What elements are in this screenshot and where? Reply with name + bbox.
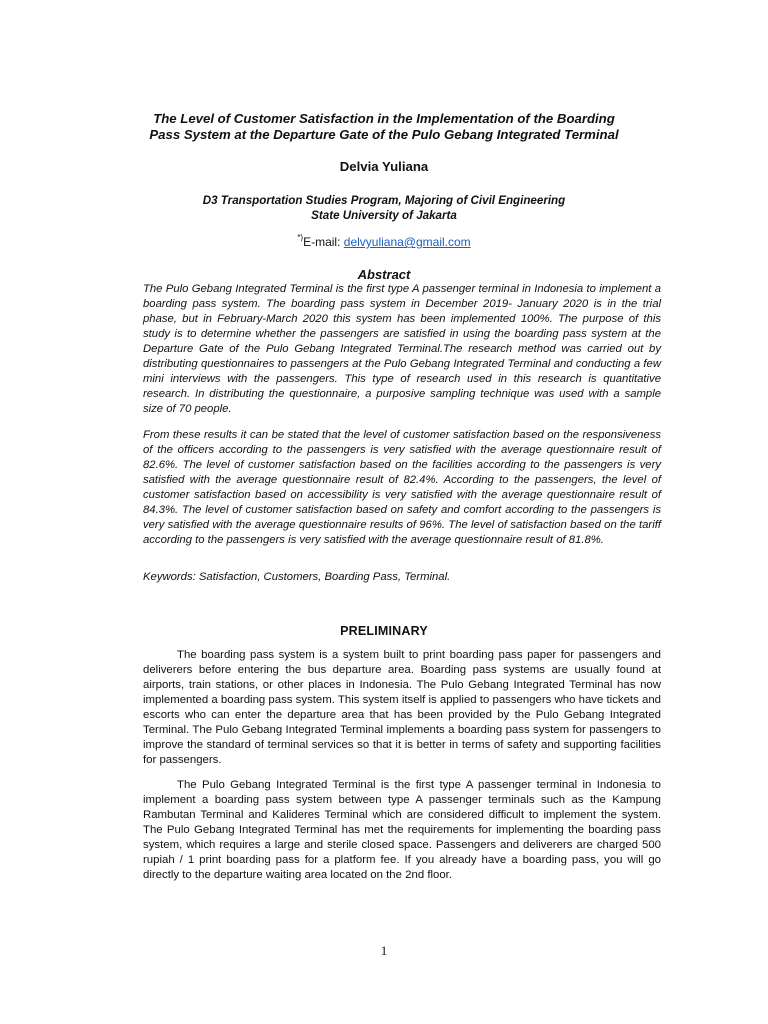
abstract-heading: Abstract	[357, 267, 411, 282]
author-name: Delvia Yuliana	[339, 159, 429, 174]
section-heading-preliminary: PRELIMINARY	[340, 624, 428, 638]
paper-title	[100, 111, 668, 143]
author-affiliation	[100, 193, 668, 223]
abstract-paragraph-2: From these results it can be stated that the level of customer satisfaction based on the responsiveness of the officers according to the passengers is very satisfied with the average questionnaire result of 82.6%. The level of customer satisfaction based on the facilities according to the passengers is very satisfied with the average questionnaire result of 82.4%. According to the passengers, the level of customer satisfaction based on accessibility is very satisfied with the average questionnaire result of 84.3%. The level of customer satisfaction based on safety and comfort according to the passengers is very satisfied with the average questionnaire results of 96%. The level of satisfaction based on the tariff according to the passengers is very satisfied with the average questionnaire result of 81.8%.	[143, 429, 661, 546]
body-paragraph-2: The Pulo Gebang Integrated Terminal is the first type A passenger terminal in Indonesia to implement a boarding pass system between type A passenger terminals such as the Kampung Rambutan Terminal and Kalideres Terminal which are considered difficult to implement the system. The Pulo Gebang Integrated Terminal has met the requirements for implementing the boarding pass system, which requires a large and sterile closed space. Passengers and deliverers are charged 500 rupiah / 1 print boarding pass for a platform fee. If you already have a boarding pass, you will go directly to the departure waiting area located on the 2nd floor.	[143, 779, 661, 881]
email-link[interactable]: delvyuliana@gmail.com	[343, 235, 471, 249]
page-number: 1	[380, 943, 388, 958]
affiliation-line-2: State University of Jakarta	[311, 209, 457, 222]
body-paragraph-1: The boarding pass system is a system built to print boarding pass paper for passengers and deliverers before entering the bus departure area. Boarding pass systems are usually found at airports, train stations, or other places in Indonesia. The Pulo Gebang Integrated Terminal has now implemented a boarding pass system. This system itself is applied to passengers who have tickets and escorts who can enter the departure area that has been provided by the Pulo Gebang Integrated Terminal. The Pulo Gebang Integrated Terminal implements a boarding pass system for passengers to improve the standard of terminal services so that it is better in terms of safety and supporting facilities for passengers.	[143, 649, 661, 766]
keywords: Keywords: Satisfaction, Customers, Boarding Pass, Terminal.	[143, 571, 451, 583]
paper-title-line-1: The Level of Customer Satisfaction in the Implementation of the Boarding	[153, 111, 615, 126]
abstract-paragraph-1: The Pulo Gebang Integrated Terminal is the first type A passenger terminal in Indonesia to implement a boarding pass system. The boarding pass system in December 2019- January 2020 is in the trial phase, but in February-March 2020 this system has been implemented 100%. The purpose of this study is to determine whether the passengers are satisfied in using the boarding pass system at the Departure Gate of the Pulo Gebang Integrated Terminal.The research method was carried out by distributing questionnaires to passengers at the Pulo Gebang Integrated Terminal and conducting a few mini interviews with the passengers. This type of research used in this research is quantitative research. In distributing the questionnaire, a purposive sampling technique was used with a sample size of 70 people.	[143, 283, 661, 415]
email-label: E-mail:	[303, 235, 344, 249]
paper-title-line-2: Pass System at the Departure Gate of the Pulo Gebang Integrated Terminal	[149, 127, 619, 142]
affiliation-line-1: D3 Transportation Studies Program, Majoring of Civil Engineering	[202, 194, 566, 207]
author-email	[100, 235, 668, 249]
email-marker: *)	[297, 233, 304, 242]
